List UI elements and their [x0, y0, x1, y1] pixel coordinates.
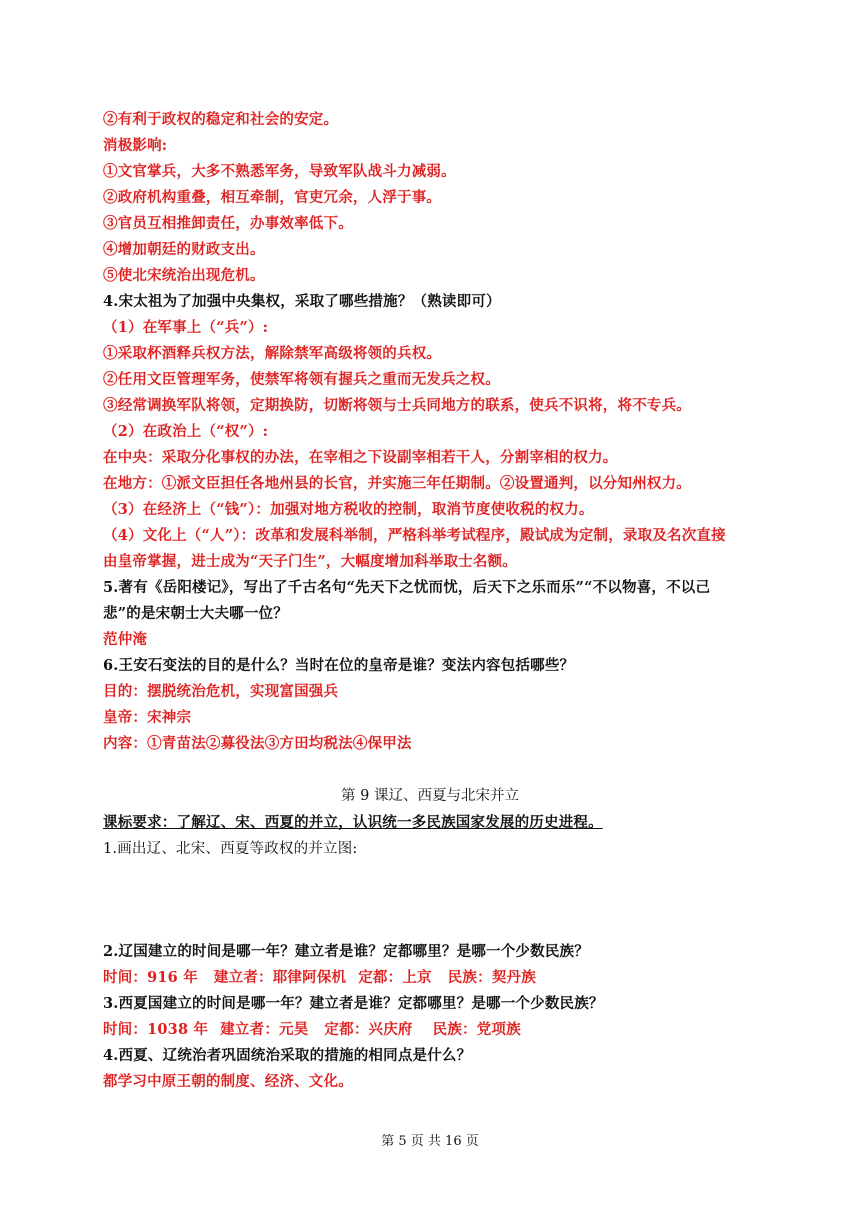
text-line: 6.王安石变法的目的是什么？当时在位的皇帝是谁？变法内容包括哪些？: [103, 657, 575, 674]
answer-2-time: 时间：916 年: [103, 969, 198, 986]
text-line: （2）在政治上（“权”）:: [103, 423, 269, 440]
answer-3-people: 民族：党项族: [432, 1021, 521, 1038]
answer-2-founder: 建立者：耶律阿保机: [213, 969, 347, 986]
text-line: ①文官掌兵，大多不熟悉军务，导致军队战斗力减弱。: [103, 163, 456, 180]
text-line: ①采取杯酒释兵权方法，解除禁军高级将领的兵权。: [103, 345, 442, 362]
text-line: 悲”的是宋朝士大夫哪一位？: [103, 605, 288, 622]
text-line: ②任用文臣管理军务，使禁军将领有握兵之重而无发兵之权。: [103, 371, 500, 388]
text-line: ③经常调换军队将领，定期换防，切断将领与士兵同地方的联系，使兵不识将，将不专兵。: [103, 397, 691, 414]
lesson-title: 第 9 课辽、西夏与北宋并立: [341, 788, 519, 804]
answer-3: [103, 1020, 521, 1040]
text-line: ④增加朝廷的财政支出。: [103, 241, 265, 258]
text-line: ②有利于政权的稳定和社会的安定。: [103, 111, 339, 128]
text-line: ③官员互相推卸责任，办事效率低下。: [103, 215, 353, 232]
text-line: （3）在经济上（“钱”）：加强对地方税收的控制，取消节度使收税的权力。: [103, 501, 594, 518]
text-line: 皇帝：宋神宗: [103, 709, 192, 726]
text-line: （4）文化上（“人”）：改革和发展科举制，严格科举考试程序，殿试成为定制，录取及名次直接: [103, 527, 726, 544]
question-3: 3.西夏国建立的时间是哪一年？建立者是谁？定都哪里？是哪一个少数民族？: [103, 995, 604, 1012]
page-footer: 第 5 页 共 16 页: [381, 1134, 479, 1149]
text-line: 消极影响:: [103, 137, 168, 154]
answer-3-founder: 建立者：元昊: [220, 1021, 309, 1038]
answer-2-capital: 定都：上京: [358, 969, 432, 986]
text-line: 由皇帝掌握，进士成为“天子门生”，大幅度增加科举取士名额。: [103, 553, 517, 570]
text-line: （1）在军事上（“兵”）:: [103, 319, 269, 336]
text-line: 5.著有《岳阳楼记》，写出了千古名句“先天下之忧而忧，后天下之乐而乐”“不以物喜，不以己: [103, 579, 711, 596]
answer-2: [103, 968, 536, 988]
question-4: 4.西夏、辽统治者巩固统治采取的措施的相同点是什么？: [103, 1047, 472, 1064]
answer-2-people: 民族：契丹族: [447, 969, 536, 986]
curriculum-requirement: 课标要求：了解辽、宋、西夏的并立，认识统一多民族国家发展的历史进程。: [103, 814, 603, 831]
text-line: 内容：①青苗法②募役法③方田均税法④保甲法: [103, 735, 412, 752]
answer-4: 都学习中原王朝的制度、经济、文化。: [103, 1073, 353, 1090]
text-line: ②政府机构重叠，相互牵制，官吏冗余，人浮于事。: [103, 189, 442, 206]
text-line: 目的：摆脱统治危机，实现富国强兵: [103, 683, 339, 700]
question-2: 2.辽国建立的时间是哪一年？建立者是谁？定都哪里？是哪一个少数民族？: [103, 943, 589, 960]
text-line: ⑤使北宋统治出现危机。: [103, 267, 265, 284]
answer-3-time: 时间：1038 年: [103, 1021, 209, 1038]
text-line: 在地方：①派文臣担任各地州县的长官，并实施三年任期制。②设置通判，以分知州权力。: [103, 475, 691, 492]
text-line: 范仲淹: [103, 631, 148, 648]
answer-3-capital: 定都：兴庆府: [324, 1021, 413, 1038]
text-line: 4.宋太祖为了加强中央集权，采取了哪些措施？（熟读即可）: [103, 293, 501, 310]
question-1: 1.画出辽、北宋、西夏等政权的并立图:: [103, 841, 358, 857]
text-line: 在中央：采取分化事权的办法，在宰相之下设副宰相若干人，分割宰相的权力。: [103, 449, 618, 466]
